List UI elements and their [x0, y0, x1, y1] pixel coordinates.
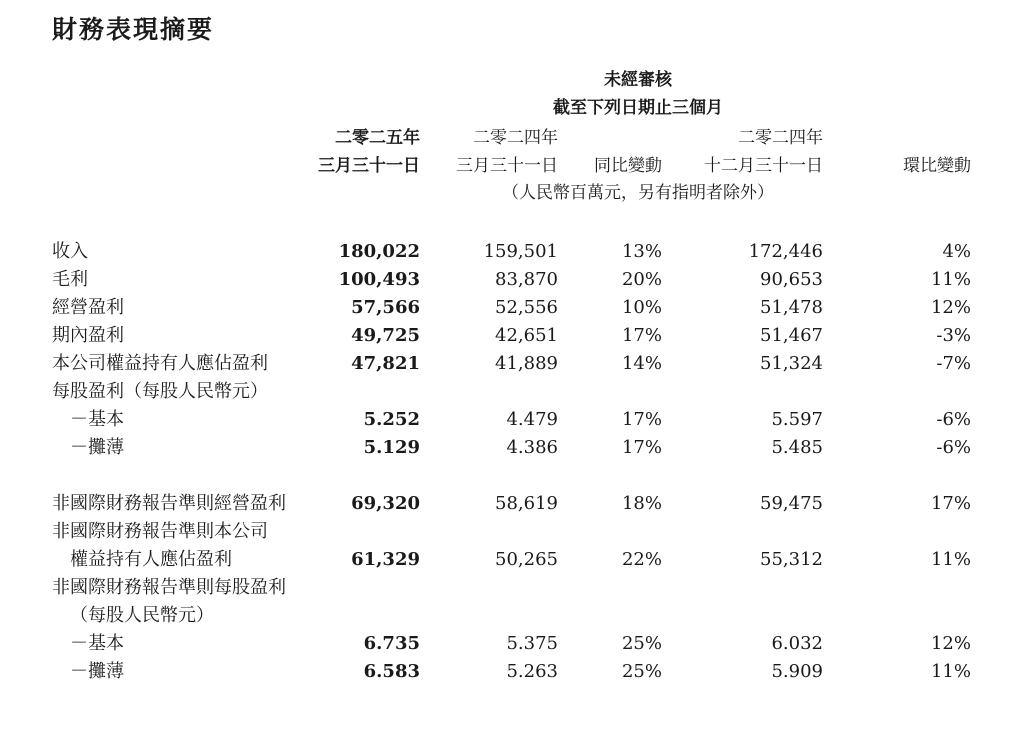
- row-label: －攤薄: [70, 661, 124, 682]
- row-label: －攤薄: [70, 437, 124, 458]
- header-period: 截至下列日期止三個月: [553, 98, 723, 118]
- header-unaudited: 未經審核: [604, 70, 672, 90]
- row-label: 非國際財務報告準則本公司: [52, 521, 268, 542]
- table-row: [0, 323, 1024, 351]
- cell-2024q1: 5.263: [506, 661, 558, 682]
- cell-2025q1: 5.252: [363, 409, 420, 430]
- cell-2025q1: 100,493: [338, 269, 420, 290]
- cell-yoy: 25%: [621, 633, 662, 654]
- table-row: [0, 407, 1024, 435]
- header-col4-date: 十二月三十一日: [704, 156, 823, 176]
- cell-2024q4: 5.485: [771, 437, 823, 458]
- cell-2025q1: 49,725: [351, 325, 420, 346]
- table-row: [0, 379, 1024, 407]
- table-row: [0, 295, 1024, 323]
- cell-2024q4: 51,467: [760, 325, 823, 346]
- row-label: －基本: [70, 633, 124, 654]
- cell-yoy: 14%: [621, 353, 662, 374]
- table-row: [0, 631, 1024, 659]
- cell-qoq: -6%: [936, 437, 971, 458]
- row-label: 非國際財務報告準則經營盈利: [52, 493, 286, 514]
- cell-yoy: 17%: [621, 409, 662, 430]
- row-label: 每股盈利（每股人民幣元）: [52, 381, 268, 402]
- cell-yoy: 22%: [621, 549, 662, 570]
- cell-qoq: -7%: [936, 353, 971, 374]
- cell-2025q1: 6.583: [363, 661, 420, 682]
- cell-2024q1: 42,651: [495, 325, 558, 346]
- cell-2025q1: 180,022: [338, 241, 420, 262]
- header-col2-date: 三月三十一日: [456, 156, 558, 176]
- cell-qoq: 11%: [930, 661, 971, 682]
- cell-2024q1: 58,619: [495, 493, 558, 514]
- cell-2024q4: 5.909: [771, 661, 823, 682]
- cell-2024q1: 41,889: [495, 353, 558, 374]
- cell-yoy: 25%: [621, 661, 662, 682]
- cell-qoq: 12%: [930, 297, 971, 318]
- cell-2024q1: 50,265: [495, 549, 558, 570]
- table-row: [0, 491, 1024, 519]
- row-label: －基本: [70, 409, 124, 430]
- cell-qoq: -3%: [936, 325, 971, 346]
- cell-2024q4: 90,653: [760, 269, 823, 290]
- header-col1-date: 三月三十一日: [318, 156, 420, 176]
- cell-qoq: 17%: [930, 493, 971, 514]
- cell-2025q1: 69,320: [351, 493, 420, 514]
- cell-yoy: 17%: [621, 437, 662, 458]
- header-unit: （人民幣百萬元，另有指明者除外）: [502, 183, 774, 203]
- cell-qoq: 11%: [930, 269, 971, 290]
- row-label: 權益持有人應佔盈利: [70, 549, 232, 570]
- row-label: 經營盈利: [52, 297, 124, 318]
- cell-qoq: 4%: [942, 241, 971, 262]
- cell-yoy: 13%: [621, 241, 662, 262]
- row-label: 非國際財務報告準則每股盈利: [52, 577, 286, 598]
- cell-2024q1: 83,870: [495, 269, 558, 290]
- cell-2024q1: 4.386: [506, 437, 558, 458]
- cell-yoy: 17%: [621, 325, 662, 346]
- table-row: [0, 519, 1024, 547]
- cell-yoy: 18%: [621, 493, 662, 514]
- header-col5: 環比變動: [903, 156, 971, 176]
- cell-qoq: -6%: [936, 409, 971, 430]
- cell-2025q1: 5.129: [363, 437, 420, 458]
- cell-yoy: 10%: [621, 297, 662, 318]
- table-row: [0, 659, 1024, 687]
- row-label: （每股人民幣元）: [70, 605, 214, 626]
- table-row: [0, 603, 1024, 631]
- cell-2024q4: 5.597: [771, 409, 823, 430]
- cell-2025q1: 61,329: [351, 549, 420, 570]
- cell-2024q4: 51,324: [760, 353, 823, 374]
- row-label: 期內盈利: [52, 325, 124, 346]
- page-title: 財務表現摘要: [52, 15, 215, 44]
- cell-qoq: 12%: [930, 633, 971, 654]
- cell-2024q1: 5.375: [506, 633, 558, 654]
- header-col2-year: 二零二四年: [473, 128, 558, 148]
- header-col4-year: 二零二四年: [738, 128, 823, 148]
- row-label: 毛利: [52, 269, 88, 290]
- cell-2024q4: 51,478: [760, 297, 823, 318]
- cell-2025q1: 6.735: [363, 633, 420, 654]
- table-row: [0, 435, 1024, 463]
- cell-2025q1: 47,821: [351, 353, 420, 374]
- cell-2024q4: 55,312: [760, 549, 823, 570]
- cell-2025q1: 57,566: [351, 297, 420, 318]
- cell-2024q1: 159,501: [483, 241, 558, 262]
- header-col3: 同比變動: [594, 156, 662, 176]
- table-row: [0, 575, 1024, 603]
- row-label: 本公司權益持有人應佔盈利: [52, 353, 268, 374]
- cell-2024q4: 172,446: [748, 241, 823, 262]
- cell-yoy: 20%: [621, 269, 662, 290]
- table-row: [0, 547, 1024, 575]
- cell-2024q1: 4.479: [506, 409, 558, 430]
- row-label: 收入: [52, 241, 88, 262]
- cell-2024q4: 6.032: [771, 633, 823, 654]
- table-row: [0, 351, 1024, 379]
- cell-qoq: 11%: [930, 549, 971, 570]
- table-row: [0, 267, 1024, 295]
- cell-2024q1: 52,556: [495, 297, 558, 318]
- header-col1-year: 二零二五年: [335, 128, 420, 148]
- table-row: [0, 239, 1024, 267]
- cell-2024q4: 59,475: [760, 493, 823, 514]
